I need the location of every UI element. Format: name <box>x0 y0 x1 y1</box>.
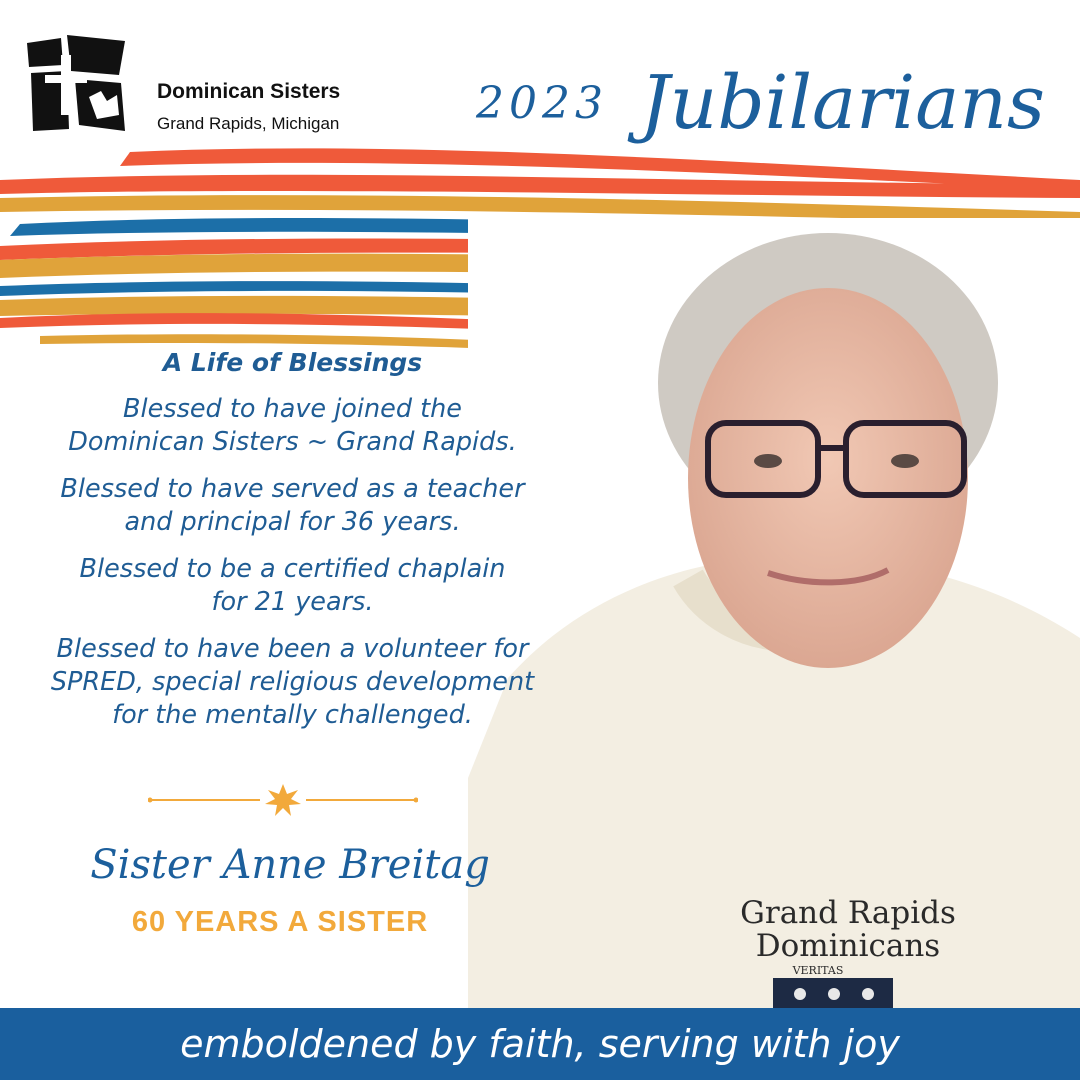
honoree-name: Sister Anne Breitag <box>90 842 490 888</box>
blessing-paragraph <box>20 553 565 619</box>
blessings-text <box>20 340 565 746</box>
blessing-line: SPRED, special religious development <box>50 667 535 697</box>
star-icon <box>265 784 301 816</box>
blessing-line: Blessed to have served as a teacher <box>60 474 525 504</box>
blessing-line: and principal for 36 years. <box>124 507 461 537</box>
honoree-years: 60 YEARS A SISTER <box>131 906 429 938</box>
blessing-line: Blessed to be a certified chaplain <box>79 554 506 584</box>
shirt-text-line3: VERITAS <box>792 964 844 977</box>
org-location: Grand Rapids, Michigan <box>157 114 340 133</box>
shirt-text-line1: Grand Rapids <box>740 895 956 931</box>
title-year: 2023 <box>476 78 608 129</box>
blessing-line: for the mentally challenged. <box>112 700 473 730</box>
blessings-heading: A Life of Blessings <box>162 348 423 377</box>
footer-tagline: emboldened by faith, serving with joy <box>180 1022 900 1066</box>
org-name: Dominican Sisters <box>157 80 341 103</box>
blessing-line: Blessed to have joined the <box>123 394 462 424</box>
blessing-paragraph <box>20 473 565 539</box>
shirt-text-line2: Dominicans <box>755 928 941 964</box>
blessing-line: for 21 years. <box>211 587 374 617</box>
title-word: Jubilarians <box>640 60 1045 146</box>
blessing-paragraph <box>20 393 565 459</box>
blessing-paragraph <box>20 633 565 732</box>
dominican-cross-logo-icon <box>27 35 127 131</box>
footer-bar <box>0 1008 1080 1080</box>
blessing-line: Dominican Sisters ~ Grand Rapids. <box>68 427 517 457</box>
blessing-line: Blessed to have been a volunteer for <box>56 634 529 664</box>
divider <box>148 784 418 816</box>
